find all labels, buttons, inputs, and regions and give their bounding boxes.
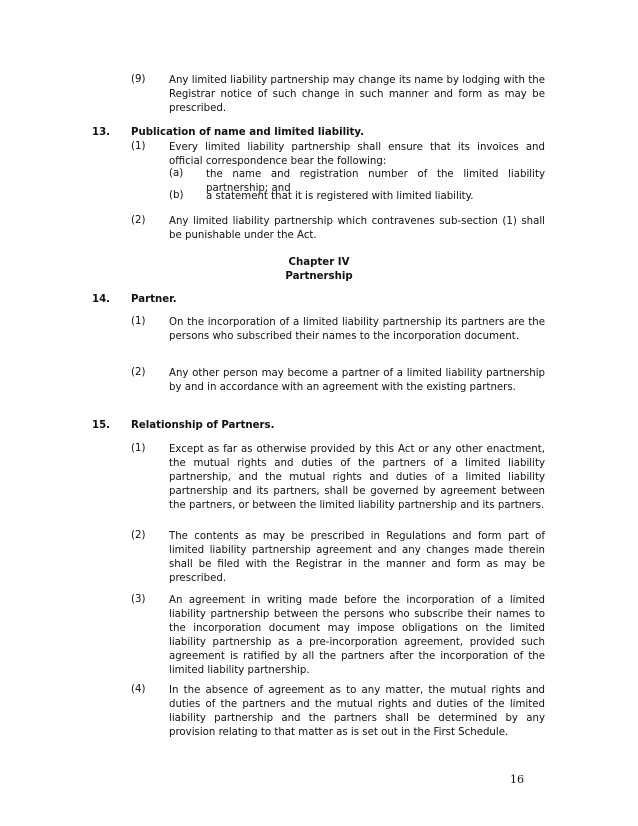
section-15-title: Relationship of Partners. xyxy=(131,420,275,431)
section-14-2-text: Any other person may become a partner of a limited liability partnership by and in accordance with an agreement with the existing partners. xyxy=(169,368,545,393)
section-13-1-a-number: (a) xyxy=(169,168,184,179)
section-15-1-text: Except as far as otherwise provided by this Act or any other enactment, the mutual rights and duties of the partners of a limited liability partnership, and the mutual rights and duties of a limited liability partnership and its partners, shall be governed by agreement between the partners, or between the limited liability partnership and its partners. xyxy=(169,444,545,511)
section-14-1-text: On the incorporation of a limited liability partnership its partners are the persons who subscribed their names to the incorporation document. xyxy=(169,317,545,342)
section-13-2-number: (2) xyxy=(131,215,146,226)
page-number: 16 xyxy=(510,773,524,786)
section-13-number: 13. xyxy=(92,127,111,138)
section-14-number: 14. xyxy=(92,294,111,305)
section-13-2-text: Any limited liability partnership which contravenes sub-section (1) shall be punishable under the Act. xyxy=(169,216,545,241)
section-15-1-number: (1) xyxy=(131,443,146,454)
item-9-number: (9) xyxy=(131,74,146,85)
section-13-1-text: Every limited liability partnership shall ensure that its invoices and official correspondence bear the following: xyxy=(169,142,545,167)
section-15-2-number: (2) xyxy=(131,530,146,541)
section-14-title: Partner. xyxy=(131,294,177,305)
chapter-title: Partnership xyxy=(285,271,353,282)
section-13-title: Publication of name and limited liability. xyxy=(131,127,364,138)
section-15-2-text: The contents as may be prescribed in Regulations and form part of limited liability partnership agreement and any changes made therein shall be filed with the Registrar in the manner and form as may be prescribed. xyxy=(169,531,545,584)
section-15-3-text: An agreement in writing made before the incorporation of a limited liability partnership between the persons who subscribe their names to the incorporation document may impose obligations on the limited liability partnership as a pre-incorporation agreement, provided such agreement is ratified by all the partners after the incorporation of the limited liability partnership. xyxy=(169,595,545,676)
section-15-4-text: In the absence of agreement as to any matter, the mutual rights and duties of the partners and the mutual rights and duties of the limited liability partnership and the partners shall be determined by any provision relating to that matter as is set out in the First Schedule. xyxy=(169,685,545,738)
section-14-2-number: (2) xyxy=(131,367,146,378)
section-14-1-number: (1) xyxy=(131,316,146,327)
chapter-label: Chapter IV xyxy=(288,257,350,268)
item-9-text: Any limited liability partnership may change its name by lodging with the Registrar notice of such change in such manner and form as may be prescribed. xyxy=(169,75,545,114)
section-13-1-number: (1) xyxy=(131,141,146,152)
section-13-1-b-number: (b) xyxy=(169,190,184,201)
section-13-1-b-text: a statement that it is registered with limited liability. xyxy=(206,191,474,202)
section-15-4-number: (4) xyxy=(131,684,146,695)
section-15-3-number: (3) xyxy=(131,594,146,605)
section-15-number: 15. xyxy=(92,420,111,431)
section-13-1-a-text: the name and registration number of the limited liability partnership; and xyxy=(206,169,545,194)
